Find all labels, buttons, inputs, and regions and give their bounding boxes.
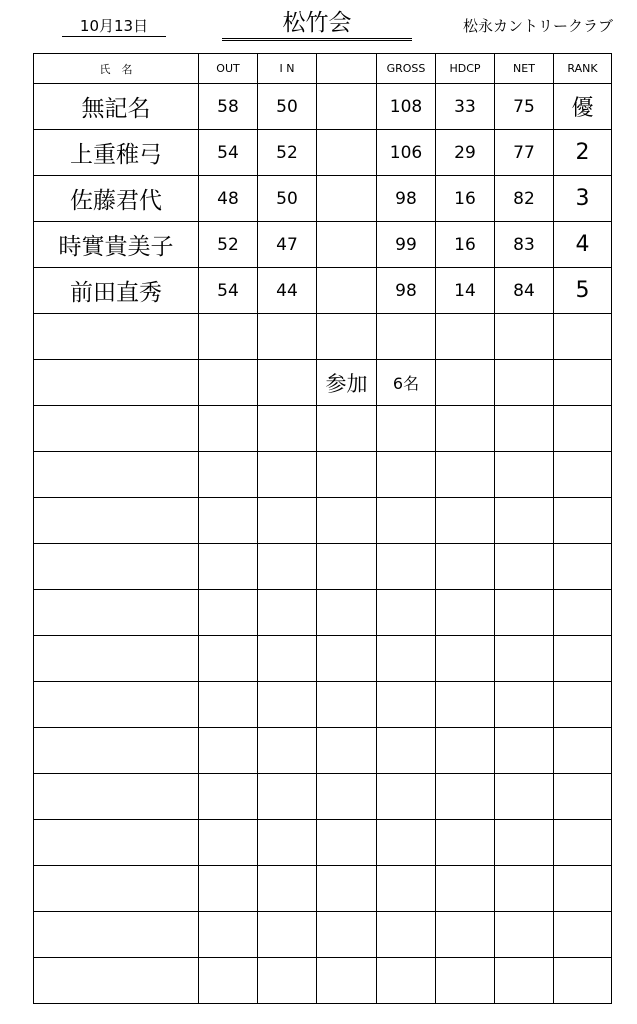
column-header-rank: RANK [554, 54, 612, 84]
rank-value: 優 [554, 84, 612, 130]
hdcp-value: 16 [436, 176, 495, 222]
net-score: 77 [495, 130, 554, 176]
empty-row [34, 636, 612, 682]
blank-cell [317, 130, 377, 176]
blank-cell [317, 268, 377, 314]
empty-row [34, 314, 612, 360]
in-score: 44 [258, 268, 317, 314]
table-row [34, 222, 612, 268]
hdcp-value: 33 [436, 84, 495, 130]
empty-row [34, 498, 612, 544]
page-title: 松竹会 [222, 8, 412, 41]
player-name: 無記名 [34, 84, 199, 130]
net-score: 84 [495, 268, 554, 314]
in-score: 50 [258, 84, 317, 130]
gross-score: 98 [377, 176, 436, 222]
date-label: 10月13日 [62, 16, 166, 37]
hdcp-value: 14 [436, 268, 495, 314]
empty-row [34, 590, 612, 636]
out-score: 54 [199, 268, 258, 314]
rank-value: 3 [554, 176, 612, 222]
header-row [34, 54, 612, 84]
in-score: 47 [258, 222, 317, 268]
blank-cell [317, 222, 377, 268]
club-name: 松永カントリークラブ [462, 17, 613, 35]
participant-label: 参加 [317, 360, 377, 406]
out-score: 58 [199, 84, 258, 130]
gross-score: 106 [377, 130, 436, 176]
empty-row [34, 452, 612, 498]
rank-value: 4 [554, 222, 612, 268]
gross-score: 98 [377, 268, 436, 314]
in-score: 52 [258, 130, 317, 176]
player-name: 佐藤君代 [34, 176, 199, 222]
column-header-name: 氏 名 [34, 54, 199, 84]
net-score: 82 [495, 176, 554, 222]
out-score: 54 [199, 130, 258, 176]
out-score: 48 [199, 176, 258, 222]
empty-row [34, 406, 612, 452]
player-name: 時實貴美子 [34, 222, 199, 268]
empty-row [34, 682, 612, 728]
empty-row [34, 820, 612, 866]
net-score: 83 [495, 222, 554, 268]
column-header-out: OUT [199, 54, 258, 84]
net-score: 75 [495, 84, 554, 130]
participant-count: 6名 [377, 360, 436, 406]
column-header-hdcp: HDCP [436, 54, 495, 84]
table-row [34, 130, 612, 176]
empty-row [34, 866, 612, 912]
rank-value: 2 [554, 130, 612, 176]
hdcp-value: 29 [436, 130, 495, 176]
blank-cell [317, 176, 377, 222]
in-score: 50 [258, 176, 317, 222]
empty-row [34, 958, 612, 1004]
table-row [34, 84, 612, 130]
empty-row [34, 912, 612, 958]
table-row [34, 176, 612, 222]
empty-row [34, 544, 612, 590]
rank-value: 5 [554, 268, 612, 314]
blank-cell [317, 84, 377, 130]
out-score: 52 [199, 222, 258, 268]
column-header-blank [317, 54, 377, 84]
gross-score: 99 [377, 222, 436, 268]
participant-summary-row [34, 360, 612, 406]
hdcp-value: 16 [436, 222, 495, 268]
empty-row [34, 774, 612, 820]
column-header-gross: GROSS [377, 54, 436, 84]
player-name: 前田直秀 [34, 268, 199, 314]
empty-row [34, 728, 612, 774]
table-row [34, 268, 612, 314]
player-name: 上重稚弓 [34, 130, 199, 176]
column-header-in: I N [258, 54, 317, 84]
score-table [33, 53, 612, 1004]
gross-score: 108 [377, 84, 436, 130]
column-header-net: NET [495, 54, 554, 84]
